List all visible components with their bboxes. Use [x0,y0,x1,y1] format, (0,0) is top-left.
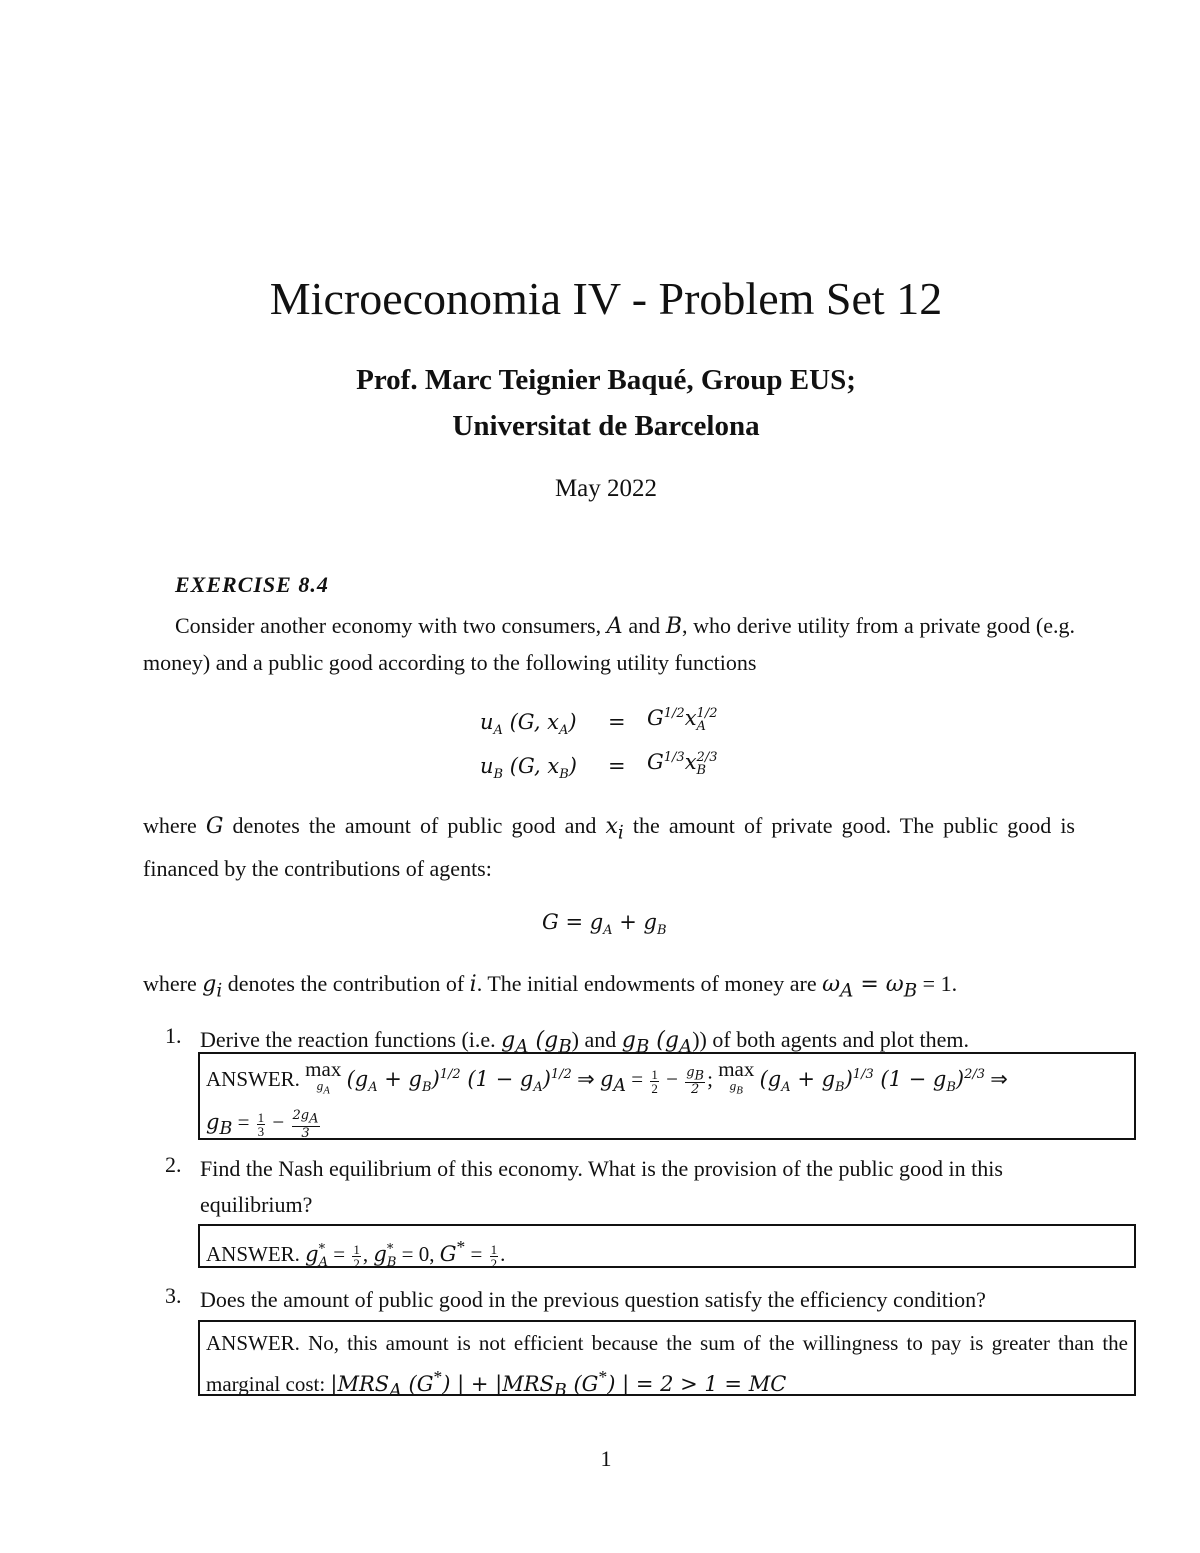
question-2-number: 2. [165,1152,182,1177]
answer-2-label: ANSWER. [206,1242,300,1266]
equals-sign-2: = [608,754,626,778]
document-date: May 2022 [554,475,658,502]
question-2-text: Find the Nash equilibrium of this economy. What is the provision of the public good in this equilibrium? [200,1156,1003,1217]
page-number: 1 [600,1446,612,1471]
question-1-text: Derive the reaction functions (i.e. $g_A$ $(g_B)$ and $g_B$ $(g_A)$) of both agents and plot them. [200,1027,970,1058]
exercise-heading: EXERCISE 8.4 [175,572,329,597]
question-1-number: 1. [165,1023,182,1048]
page-title: Microeconomia IV - Problem Set 12 [269,273,943,324]
definition-paragraph: where G denotes the amount of public good and $x_i$ the amount of private good. The public good is financed by the contributions of agents: [143,813,1075,882]
utility-equation-a: $u_A$ (G, $x_A$) [480,710,577,739]
question-3-number: 3. [165,1283,182,1308]
author-line-2: Universitat de Barcelona [452,410,760,442]
utility-equation-b: $u_B$ (G, $x_B$) [480,754,577,783]
answer-2-box: ANSWER. g * A = $\frac{1}{2}$ , g * B = 0, G* = $\frac{1}{2}$ . [198,1224,1136,1268]
public-good-equation: $G = g_A + g_B$ [542,910,667,939]
answer-3-label: ANSWER. [206,1331,300,1355]
intro-paragraph: Consider another economy with two consumers, A and B, who derive utility from a private good (e.g. money) and a public good according to the following utility functions [143,613,1075,675]
endowment-paragraph: where $g_i$ denotes the contribution of i. The initial endowments of money are $\omega_A = \omega_B = 1$. [143,971,958,1002]
equals-sign-1: = [608,710,626,734]
question-3-text: Does the amount of public good in the previous question satisfy the efficiency condition? [200,1287,986,1312]
answer-1-label: ANSWER. [206,1067,300,1091]
answer-3-box: ANSWER. No, this amount is not efficient because the sum of the willingness to pay is greater than the marginal cost: $|MRS_A$ (G*) | + $|MRS_B$ (G*) | = 2 > 1 = MC [198,1320,1136,1396]
utility-rhs-a: $G^{1/2}x$ 1/2 A [647,705,718,734]
author-line-1: Prof. Marc Teignier Baqué, Group EUS; [356,364,856,396]
utility-rhs-b: $G^{1/3}x$ 2/3 B [647,749,718,778]
answer-1-box: ANSWER. max $g_A$ $(g_A + g_B)^{1/2}$ $(1 - g_A)^{1/2}$ ⇒ $g_A$ = $\frac{1}{2}$ − $\frac{g_B}{2}$ ; max $g_B$ $(g_A + g_B)^{1/3}$ $(1 - g_B)^{2/3}$ ⇒ $g_B$ = $\frac{1}{3}$ − $\frac{2g_A}{3}$ [198,1052,1136,1140]
